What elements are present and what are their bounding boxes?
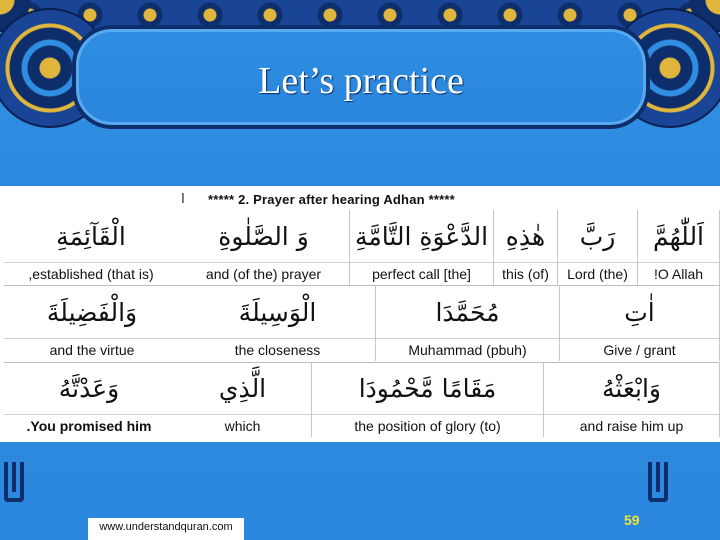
table-row [4,210,720,285]
english-meaning: (of) this [494,262,557,285]
table-row [4,362,720,437]
english-meaning: and (of the) prayer [178,262,349,285]
arabic-word: الَّذِي [218,373,267,403]
arabic-word: الدَّعْوَةِ التَّامَّةِ [354,221,489,251]
english-meaning: (the) Lord [558,262,637,285]
word-cell [4,362,174,437]
word-cell [312,362,544,437]
word-cell [638,210,720,285]
english-meaning: [the] perfect call [350,262,493,285]
english-meaning: (to) the position of glory [312,414,543,437]
title-panel [72,25,650,129]
footer-ornament-icon [4,462,24,502]
arabic-word: هٰذِهِ [505,221,546,251]
footer-ornament-icon [648,462,668,502]
english-meaning: O Allah! [638,262,719,285]
word-cell [180,286,376,361]
word-cell [4,210,178,285]
english-meaning: You promised him. [4,414,174,437]
arabic-word: اَللّٰهُمَّ [653,221,705,251]
slide-title: Let’s practice [258,60,464,102]
arabic-word: الْوَسِيلَةَ [238,297,317,327]
arabic-word: رَبَّ [579,221,616,251]
arabic-word: وَ الصَّلٰوةِ [218,221,309,251]
arabic-word: الْقَآئِمَةِ [56,221,126,251]
table-heading: ***** 2. Prayer after hearing Adhan ***** [208,192,455,207]
word-cell [178,210,350,285]
word-cell [544,362,720,437]
word-cell [4,286,180,361]
arabic-word: وَابْعَثْهُ [602,373,661,403]
english-meaning: which [174,414,311,437]
prayer-table [0,186,720,442]
english-meaning: (that is) established, [4,262,178,285]
footer-url[interactable]: www.understandquran.com [99,521,233,533]
table-row [4,286,720,361]
page-number: 59 [624,512,640,528]
word-cell [350,210,494,285]
text-cursor-icon: I [181,192,185,207]
english-meaning: Muhammad (pbuh) [376,338,559,361]
english-meaning: the closeness [180,338,375,361]
arabic-word: وَالْفَضِيلَةَ [46,297,138,327]
arabic-word: اٰتِ [624,297,655,327]
english-meaning: and the virtue [4,338,180,361]
arabic-word: وَعَدْتَّهُ [58,373,120,403]
english-meaning: Give / grant [560,338,719,361]
arabic-word: مُحَمَّدَا [435,297,500,327]
word-cell [494,210,558,285]
footer-url-box [88,518,244,540]
word-cell [174,362,312,437]
english-meaning: and raise him up [544,414,719,437]
arabic-word: مَقَامًا مَّحْمُودَا [358,373,497,403]
word-cell [558,210,638,285]
slide-header [0,0,720,186]
word-cell [376,286,560,361]
word-cell [560,286,720,361]
